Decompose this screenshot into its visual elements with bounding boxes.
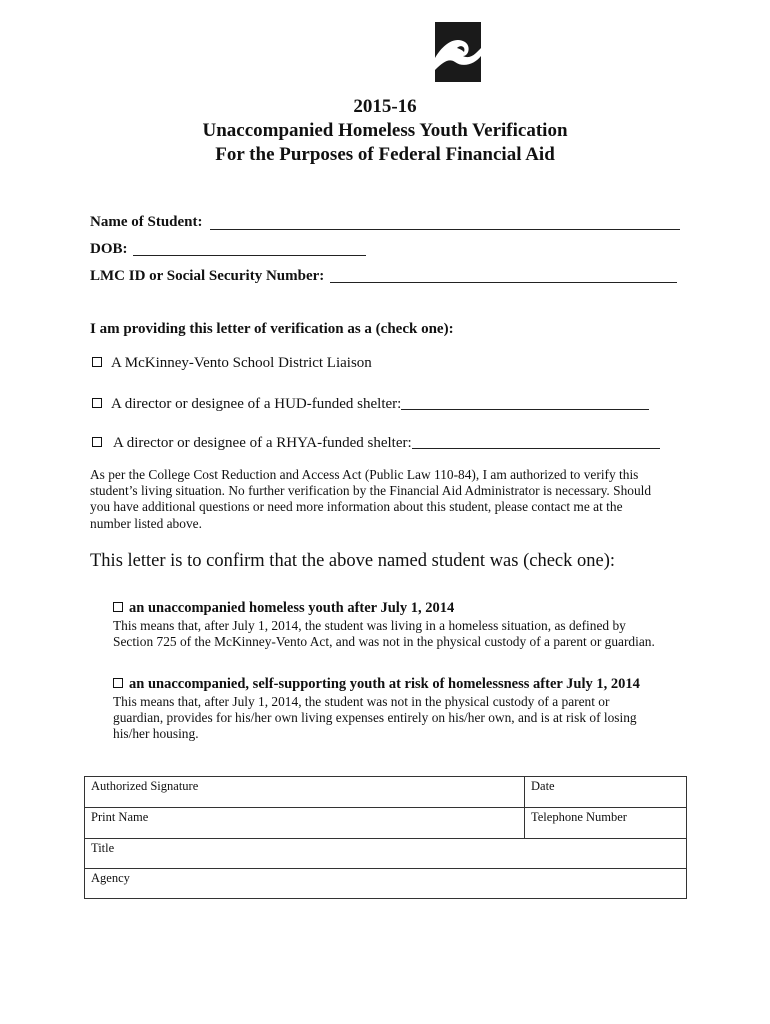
name-of-student-field[interactable]	[210, 229, 680, 230]
dob-label: DOB:	[90, 241, 128, 257]
logo-wave-mark	[435, 22, 481, 82]
cell-label: Date	[531, 779, 555, 793]
table-row	[85, 869, 687, 899]
form-subtitle: For the Purposes of Federal Financial Aid	[215, 144, 555, 165]
option-title: an unaccompanied, self-supporting youth at risk of homelessness after July 1, 2014	[129, 676, 640, 692]
description-line: Section 725 of the McKinney-Vento Act, and was not in the physical custody of a parent or guardian.	[113, 634, 655, 650]
checkbox[interactable]	[92, 357, 102, 367]
option-label: A director or designee of a RHYA-funded shelter:	[113, 435, 412, 451]
checkbox[interactable]	[92, 437, 102, 447]
form-title: Unaccompanied Homeless Youth Verification	[202, 120, 568, 141]
option-label: A McKinney-Vento School District Liaison	[111, 355, 372, 371]
hud-shelter-field[interactable]	[401, 395, 649, 410]
statement-line: student’s living situation. No further verification by the Financial Aid Administrator is necessary. Should	[90, 483, 652, 499]
table-row	[85, 808, 687, 839]
description-line: This means that, after July 1, 2014, the student was not in the physical custody of a parent or	[113, 694, 610, 709]
description-line: his/her housing.	[113, 726, 199, 742]
student-id-label: LMC ID or Social Security Number:	[90, 268, 325, 284]
provider-option-rhya-shelter[interactable]	[92, 434, 660, 452]
rhya-shelter-field[interactable]	[412, 434, 660, 449]
print-name-cell[interactable]	[85, 808, 525, 839]
homeless-youth-description	[113, 618, 693, 650]
cell-label: Agency	[91, 871, 130, 885]
cell-label: Authorized Signature	[91, 779, 199, 793]
statement-line: you have additional questions or need more information about this student, please contact me at the	[90, 499, 623, 515]
statement-line: number listed above.	[90, 515, 202, 531]
cell-label: Print Name	[91, 810, 149, 824]
option-label: A director or designee of a HUD-funded shelter:	[111, 396, 402, 412]
cell-label: Title	[91, 841, 115, 855]
provider-option-liaison[interactable]	[92, 354, 372, 372]
statement-line: As per the College Cost Reduction and Access Act (Public Law 110-84), I am authorized to verify this	[90, 467, 639, 482]
cell-label: Telephone Number	[531, 810, 627, 824]
provider-option-hud-shelter[interactable]	[92, 395, 649, 413]
checkbox[interactable]	[113, 602, 123, 612]
confirm-option-homeless-youth[interactable]	[113, 599, 454, 617]
checkbox[interactable]	[92, 398, 102, 408]
signature-table	[84, 776, 687, 899]
table-row	[85, 777, 687, 808]
date-cell[interactable]	[525, 777, 687, 808]
agency-cell[interactable]	[85, 869, 687, 899]
table-row	[85, 839, 687, 869]
dob-field[interactable]	[133, 255, 366, 256]
form-year: 2015-16	[353, 96, 417, 117]
authorization-statement	[90, 467, 690, 532]
student-id-field[interactable]	[330, 282, 677, 283]
description-line: guardian, provides for his/her own living expenses entirely on his/her own, and is at risk of losing	[113, 710, 637, 726]
description-line: This means that, after July 1, 2014, the student was living in a homeless situation, as defined by	[113, 618, 626, 633]
provider-heading: I am providing this letter of verification as a (check one):	[90, 321, 454, 337]
option-title: an unaccompanied homeless youth after July 1, 2014	[129, 600, 455, 616]
name-of-student-label: Name of Student:	[90, 214, 203, 230]
telephone-cell[interactable]	[525, 808, 687, 839]
confirm-option-at-risk-youth[interactable]	[113, 675, 640, 693]
wave-icon	[435, 22, 481, 82]
at-risk-youth-description	[113, 694, 693, 743]
checkbox[interactable]	[113, 678, 123, 688]
authorized-signature-cell[interactable]	[85, 777, 525, 808]
title-cell[interactable]	[85, 839, 687, 869]
confirmation-heading: This letter is to confirm that the above named student was (check one):	[90, 551, 616, 571]
